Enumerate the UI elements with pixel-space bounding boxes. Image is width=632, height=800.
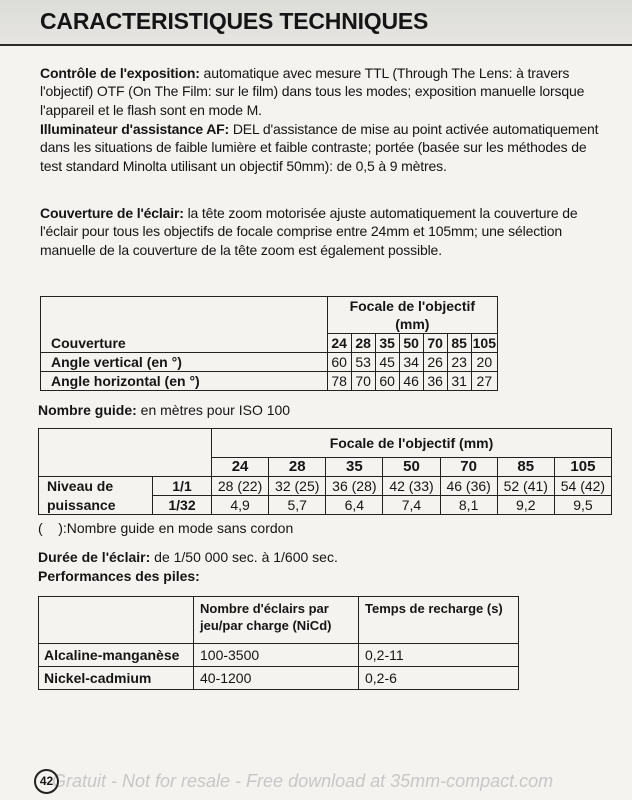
table-cell: 5,7 <box>269 496 326 515</box>
coverage-table <box>40 296 498 391</box>
af-illuminator-label: Illuminateur d'assistance AF: <box>40 121 230 137</box>
guide-number-note: ( ):Nombre guide en mode sans cordon <box>38 520 294 536</box>
table-cell: 9,2 <box>497 496 554 515</box>
table-cell: 6,4 <box>326 496 383 515</box>
row-header: Angle horizontal (en °) <box>41 372 328 391</box>
af-illuminator-paragraph <box>40 120 612 175</box>
battery-col1-header: Nombre d'éclairs par jeu/par charge (NiCd) <box>194 597 359 644</box>
battery-type: Alcaline-manganèse <box>39 644 194 667</box>
focal-cell: 105 <box>472 335 496 351</box>
table-cell: 4,9 <box>212 496 269 515</box>
battery-label: Performances des piles: <box>38 568 200 584</box>
table-row <box>39 496 612 515</box>
table-cell: 54 (42) <box>554 477 611 496</box>
table-cell: 40-1200 <box>194 667 359 690</box>
power-level-label-1: Niveau de <box>39 477 153 496</box>
focal-cell: 85 <box>497 458 554 477</box>
focal-cell: 70 <box>423 334 447 353</box>
battery-table <box>38 596 519 690</box>
table-cell: 31 <box>447 372 471 391</box>
row-header: Angle vertical (en °) <box>41 353 328 372</box>
table-cell: 27 <box>471 372 497 391</box>
page-title: CARACTERISTIQUES TECHNIQUES <box>40 8 429 34</box>
exposure-text: automatique avec mesure TTL (Through The Lens: à travers l'objectif) OTF (On The Film: sur le film) dans tous les modes; exposition manuelle lorsque l'appareil et le flash sont en mode M. <box>40 65 585 118</box>
focal-cell: 24 <box>212 458 269 477</box>
page-header <box>0 0 632 46</box>
table-cell: 36 <box>423 372 447 391</box>
table-cell: 34 <box>399 353 423 372</box>
table-cell: 60 <box>327 353 351 372</box>
coverage-row-label: Couverture <box>41 334 328 353</box>
table-cell: 28 (22) <box>212 477 269 496</box>
page-number: 42 <box>34 769 59 794</box>
flash-duration <box>38 549 338 565</box>
table-cell: 78 <box>327 372 351 391</box>
focal-cell: 28 <box>269 458 326 477</box>
table-row <box>41 372 498 391</box>
table-cell: 46 (36) <box>440 477 497 496</box>
focal-cell: 35 <box>326 458 383 477</box>
coverage-focal-header: Focale de l'objectif (mm) <box>327 297 497 334</box>
table-cell: 100-3500 <box>194 644 359 667</box>
table-cell: 0,2-6 <box>359 667 519 690</box>
table-cell: 45 <box>375 353 399 372</box>
flash-duration-text: de 1/50 000 sec. à 1/600 sec. <box>150 549 338 565</box>
watermark: Gratuit - Not for resale - Free download at 35mm-compact.com <box>52 771 554 791</box>
exposure-paragraph <box>40 64 612 119</box>
flash-coverage-text: la tête zoom motorisée ajuste automatiquement la couverture de l'éclair pour tous les objectifs de focale comprise entre 24mm et 105mm; une sélection manuelle de la couverture de la tête zoom est également possible. <box>40 205 578 258</box>
table-cell: 26 <box>423 353 447 372</box>
guide-number-caption <box>38 402 290 418</box>
table-cell: 8,1 <box>440 496 497 515</box>
flash-duration-label: Durée de l'éclair: <box>38 549 151 565</box>
focal-cell: 50 <box>399 334 423 353</box>
table-cell: 23 <box>447 353 471 372</box>
table-cell: 46 <box>399 372 423 391</box>
table-cell: 0,2-11 <box>359 644 519 667</box>
table-cell: 9,5 <box>554 496 611 515</box>
focal-cell: 105 <box>554 458 611 477</box>
guide-number-table <box>38 428 612 515</box>
table-row <box>41 353 498 372</box>
power-level-cell: 1/32 <box>153 496 212 515</box>
focal-cell: 50 <box>383 458 440 477</box>
focal-cell: 35 <box>375 334 399 353</box>
af-illuminator-text: DEL d'assistance de mise au point activée automatiquement dans les situations de faible lumière et faible contraste; portée (basée sur les méthodes de test standard Minolta utilisant un objectif 50mm): de 0,5 à 9 mètres. <box>40 121 599 174</box>
table-cell: 53 <box>351 353 375 372</box>
table-cell: 70 <box>351 372 375 391</box>
table-row <box>39 477 612 496</box>
power-level-cell: 1/1 <box>153 477 212 496</box>
power-level-label-2: puissance <box>39 496 153 515</box>
table-row <box>39 644 519 667</box>
guide-number-label: Nombre guide: <box>38 402 137 418</box>
table-cell: 32 (25) <box>269 477 326 496</box>
flash-coverage-paragraph <box>40 204 612 259</box>
guide-number-text: en mètres pour ISO 100 <box>136 402 291 418</box>
focal-cell: 28 <box>351 334 375 353</box>
table-cell: 60 <box>375 372 399 391</box>
table-cell: 42 (33) <box>383 477 440 496</box>
focal-cell: 70 <box>440 458 497 477</box>
focal-cell: 24 <box>327 334 351 353</box>
table-cell: 20 <box>471 353 497 372</box>
table-cell: 36 (28) <box>326 477 383 496</box>
exposure-label: Contrôle de l'exposition: <box>40 65 200 81</box>
guide-focal-header: Focale de l'objectif (mm) <box>212 429 612 458</box>
focal-cell: 85 <box>447 334 471 353</box>
battery-caption <box>38 568 200 584</box>
table-cell: 7,4 <box>383 496 440 515</box>
table-row <box>39 667 519 690</box>
battery-type: Nickel-cadmium <box>39 667 194 690</box>
table-cell: 52 (41) <box>497 477 554 496</box>
battery-col2-header: Temps de recharge (s) <box>359 597 519 644</box>
flash-coverage-label: Couverture de l'éclair: <box>40 205 184 221</box>
